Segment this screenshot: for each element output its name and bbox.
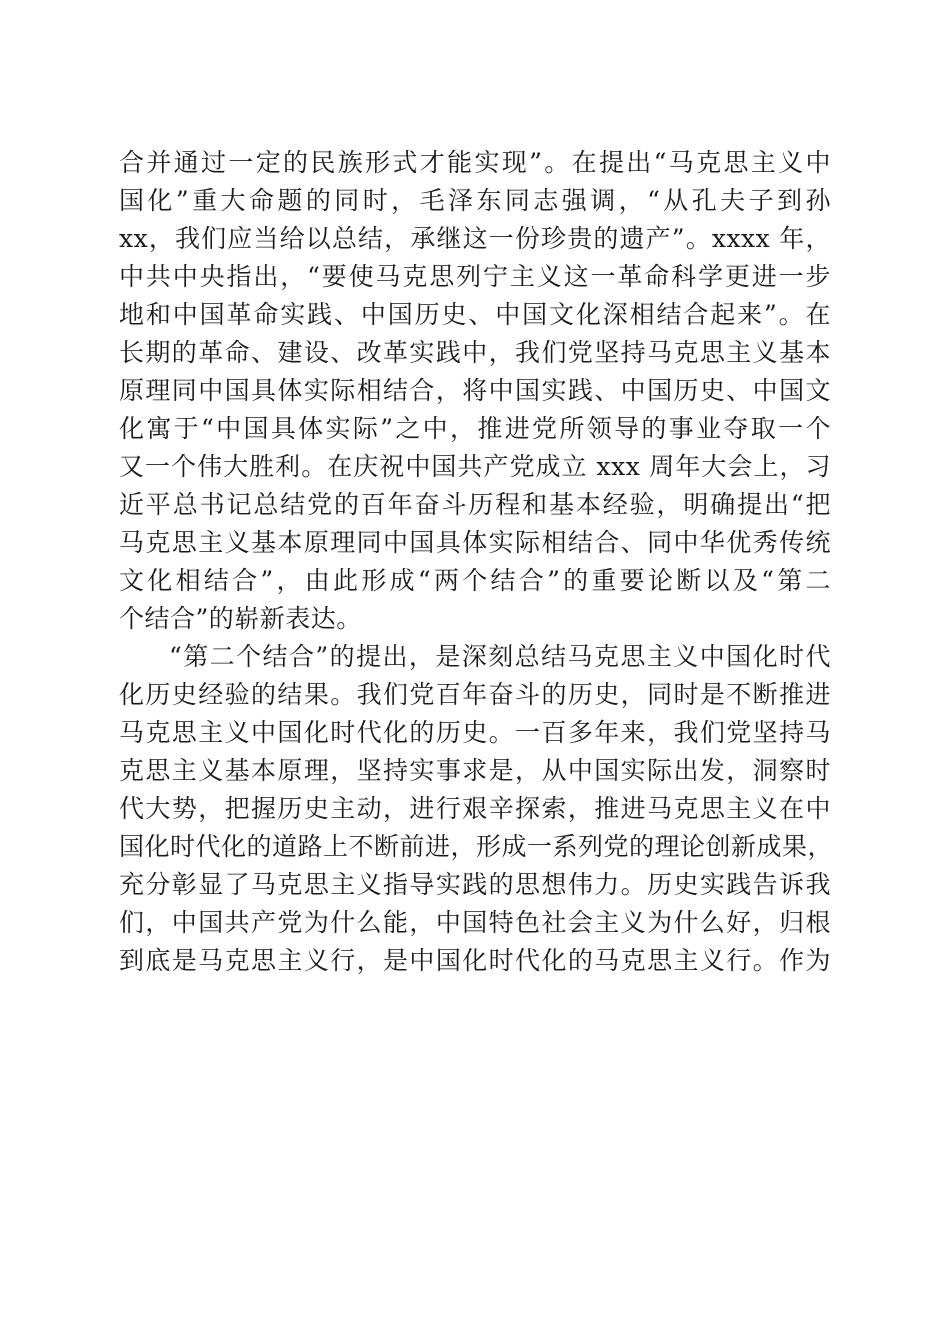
text-line: 克思主义基本原理，坚持实事求是，从中国实际出发，洞察时 (119, 756, 831, 785)
text-line: xx，我们应当给以总结，承继这一份珍贵的遗产”。xxxx 年， (119, 224, 831, 253)
paragraph (119, 144, 831, 638)
text-line: 马克思主义基本原理同中国具体实际相结合、同中华优秀传统 (119, 528, 831, 557)
text-line: 中共中央指出，“要使马克思列宁主义这一革命科学更进一步 (119, 262, 831, 291)
text-line: 长期的革命、建设、改革实践中，我们党坚持马克思主义基本 (119, 338, 831, 367)
text-line: 个结合”的崭新表达。 (119, 604, 362, 633)
text-line: “第二个结合”的提出，是深刻总结马克思主义中国化时代 (169, 642, 831, 671)
text-line: 化历史经验的结果。我们党百年奋斗的历史，同时是不断推进 (119, 680, 831, 709)
text-line: 代大势，把握历史主动，进行艰辛探索，推进马克思主义在中 (119, 794, 831, 823)
body-text (119, 144, 834, 980)
text-line: 们，中国共产党为什么能，中国特色社会主义为什么好，归根 (119, 908, 831, 937)
text-line: 文化相结合”，由此形成“两个结合”的重要论断以及“第二 (119, 566, 831, 595)
text-line: 充分彰显了马克思主义指导实践的思想伟力。历史实践告诉我 (119, 870, 831, 899)
text-line: 马克思主义中国化时代化的历史。一百多年来，我们党坚持马 (119, 718, 831, 747)
text-line: 原理同中国具体实际相结合，将中国实践、中国历史、中国文 (119, 376, 831, 405)
text-line: 近平总书记总结党的百年奋斗历程和基本经验，明确提出“把 (119, 490, 831, 519)
text-line: 合并通过一定的民族形式才能实现”。在提出“马克思主义中 (119, 148, 831, 177)
text-line: 国化时代化的道路上不断前进，形成一系列党的理论创新成果， (119, 832, 834, 861)
text-line: 国化”重大命题的同时，毛泽东同志强调，“从孔夫子到孙 (119, 186, 831, 215)
text-line: 到底是马克思主义行，是中国化时代化的马克思主义行。作为 (119, 946, 831, 975)
text-line: 地和中国革命实践、中国历史、中国文化深相结合起来”。在 (119, 300, 831, 329)
text-line: 又一个伟大胜利。在庆祝中国共产党成立 xxx 周年大会上，习 (119, 452, 831, 481)
text-line: 化寓于“中国具体实际”之中，推进党所领导的事业夺取一个 (119, 414, 831, 443)
paragraph (119, 638, 834, 980)
